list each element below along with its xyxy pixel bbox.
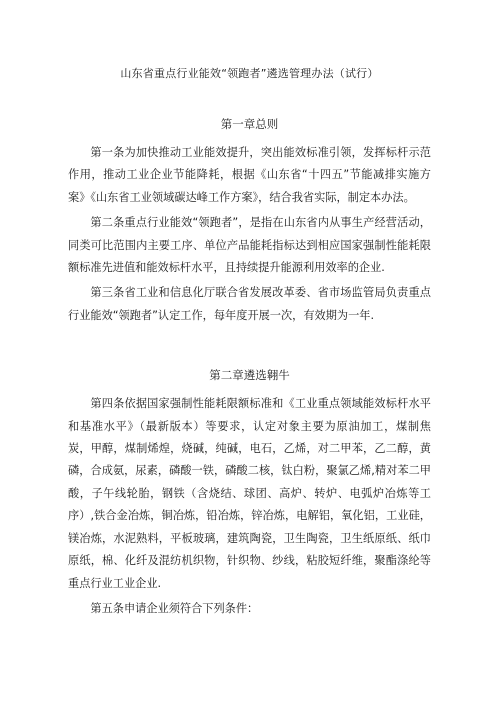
article-3-paragraph: 第三条省工业和信息化厅联合省发展改革委、省市场监管局负责重点行业能效“领跑者”认定工作，每年度开展一次，有效期为一年.	[68, 286, 431, 322]
document-title: 山东省重点行业能效“领跑者”遴选管理办法（试行）	[120, 67, 379, 80]
article-5-paragraph: 第五条申请企业须符合下列条件：	[90, 601, 259, 615]
article-1-paragraph: 第一条为加快推动工业能效提升，突出能效标准引领，发挥标杆示范作用，推动工业企业节能降耗，根据《山东省“十四五”节能减排实施方案》《山东省工业领域碳达峰工作方案》，结合我省实际，制定本办法。	[68, 146, 431, 204]
chapter-1-heading: 第一章总则	[220, 117, 279, 131]
article-4-paragraph: 第四条依据国家强制性能耗限额标准和《工业重点领域能效标杆水平和基准水平》（最新版本）等要求，认定对象主要为原油加工，煤制焦炭，甲醇，煤制烯煌，烧碱，纯碱，电石，乙烯，对二甲苯，乙二醇，黄磷，合成氨，尿素，磷酸一铁，磷酸二核，钛白粉，聚氯乙烯,精对苯二甲酸，子午线轮胎，钢铁（含烧结、球团、高炉、转炉、电弧炉冶炼等工序）,铁合金冶炼，铜冶炼，铅冶炼，锌冶炼，电解铝，氧化铝，工业硅，镁冶炼，水泥熟料，平板玻璃，建筑陶瓷，卫生陶瓷，卫生纸原纸、纸巾原纸，棉、化纤及混纺机织物，针织物、纱线，粘胶短纤维，聚酯涤纶等重点行业工业企业.	[68, 397, 431, 590]
article-2-paragraph: 第二条重点行业能效“领跑者”，是指在山东省内从事生产经营活动，同类可比范围内主要工序、单位产品能耗指标达到相应国家强制性能耗限额标准先进值和能效标杆水平，且持续提升能源利用效率的企业.	[68, 216, 431, 275]
chapter-2-heading: 第二章遴选翱牛	[209, 368, 290, 383]
